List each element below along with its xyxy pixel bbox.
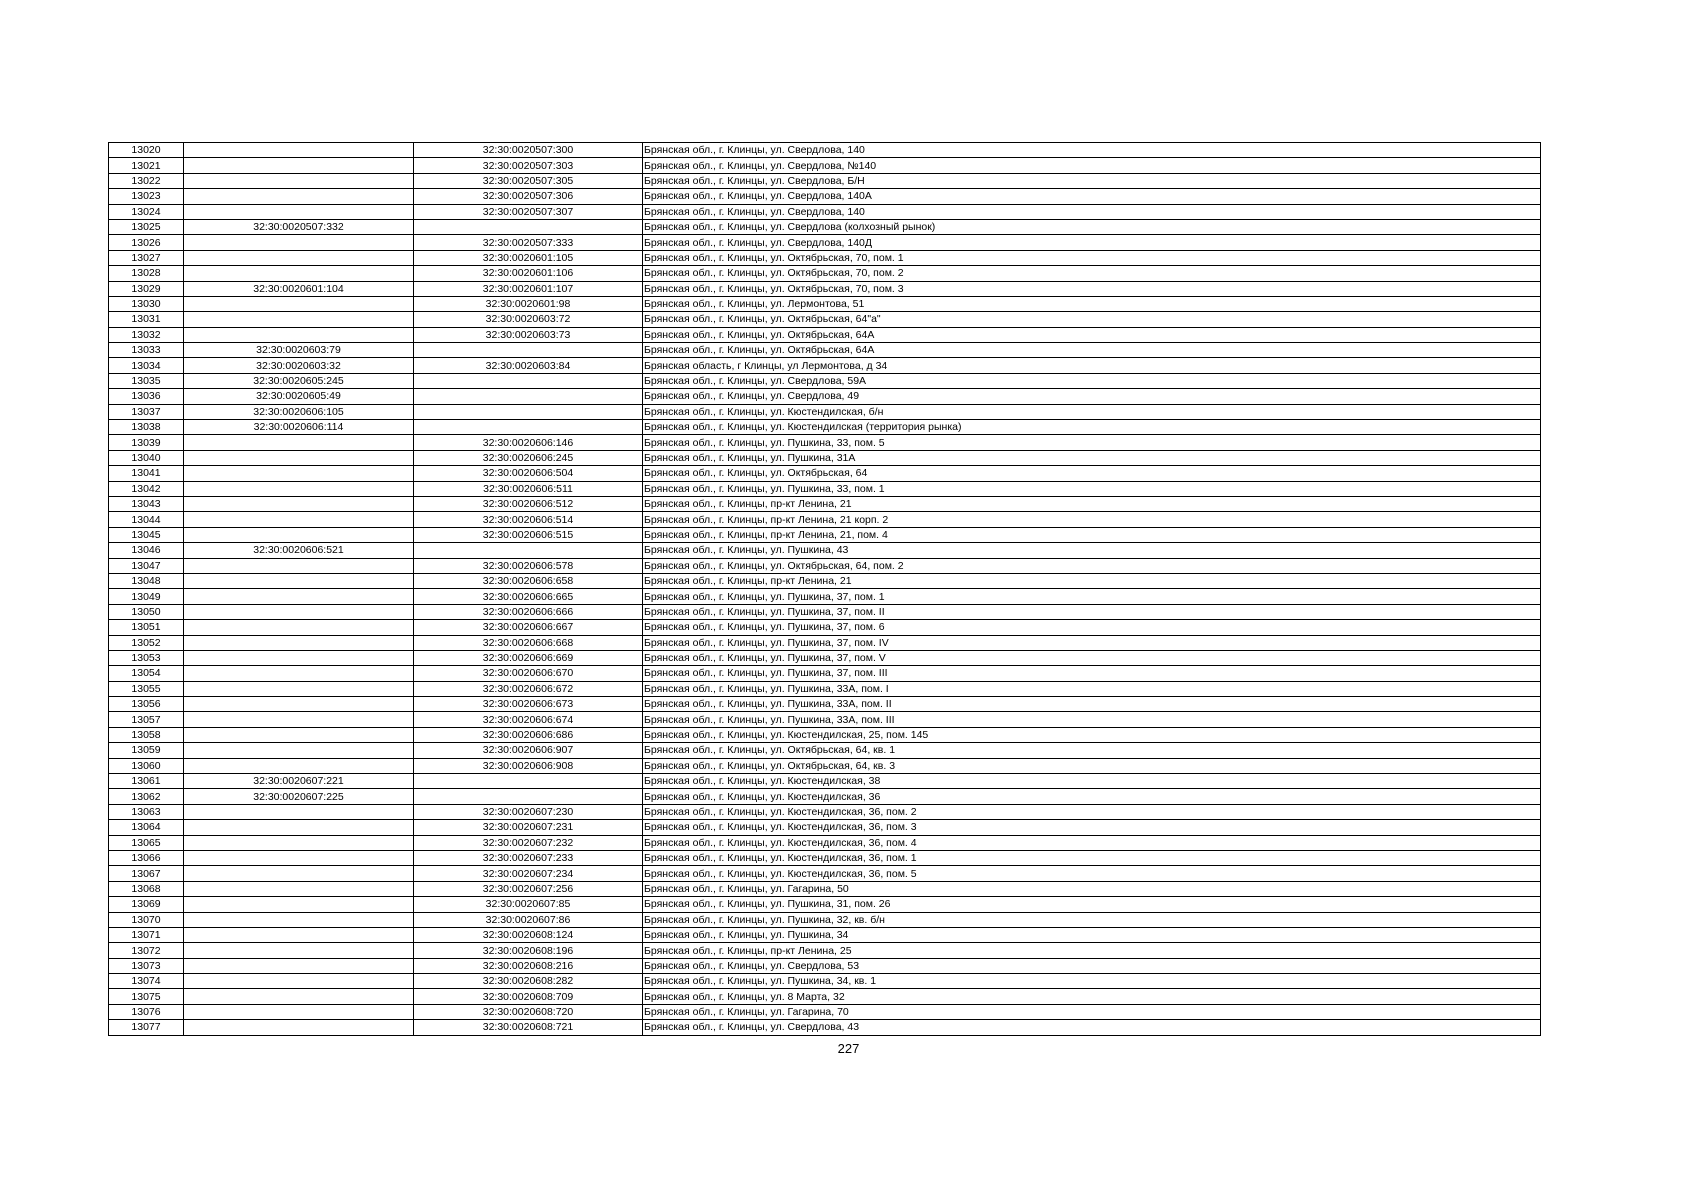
land-cadastral-number-cell — [184, 266, 414, 281]
table-row — [109, 666, 1541, 681]
object-cadastral-number-cell: 32:30:0020606:146 — [414, 435, 643, 450]
address-cell: Брянская обл., г. Клинцы, ул. Кюстендилская, б/н — [643, 404, 1541, 419]
row-number-cell: 13028 — [109, 266, 184, 281]
address-cell: Брянская обл., г. Клинцы, ул. Свердлова, 140 — [643, 204, 1541, 219]
address-cell: Брянская обл., г. Клинцы, ул. Лермонтова, 51 — [643, 296, 1541, 311]
row-number-cell: 13068 — [109, 881, 184, 896]
land-cadastral-number-cell: 32:30:0020605:49 — [184, 389, 414, 404]
land-cadastral-number-cell — [184, 666, 414, 681]
land-cadastral-number-cell — [184, 697, 414, 712]
row-number-cell: 13036 — [109, 389, 184, 404]
row-number-cell: 13022 — [109, 173, 184, 188]
object-cadastral-number-cell: 32:30:0020507:333 — [414, 235, 643, 250]
table-row — [109, 620, 1541, 635]
row-number-cell: 13045 — [109, 527, 184, 542]
object-cadastral-number-cell: 32:30:0020607:256 — [414, 881, 643, 896]
table-row — [109, 897, 1541, 912]
object-cadastral-number-cell: 32:30:0020607:85 — [414, 897, 643, 912]
row-number-cell: 13025 — [109, 219, 184, 234]
row-number-cell: 13060 — [109, 758, 184, 773]
table-row — [109, 450, 1541, 465]
table-row — [109, 250, 1541, 265]
row-number-cell: 13066 — [109, 850, 184, 865]
address-cell: Брянская обл., г. Клинцы, ул. Пушкина, 32, кв. б/н — [643, 912, 1541, 927]
table-row — [109, 989, 1541, 1004]
row-number-cell: 13030 — [109, 296, 184, 311]
table-row — [109, 219, 1541, 234]
row-number-cell: 13055 — [109, 681, 184, 696]
object-cadastral-number-cell: 32:30:0020507:307 — [414, 204, 643, 219]
table-row — [109, 958, 1541, 973]
table-row — [109, 404, 1541, 419]
land-cadastral-number-cell — [184, 804, 414, 819]
object-cadastral-number-cell: 32:30:0020606:245 — [414, 450, 643, 465]
table-row — [109, 681, 1541, 696]
row-number-cell: 13057 — [109, 712, 184, 727]
object-cadastral-number-cell — [414, 373, 643, 388]
table-row — [109, 1020, 1541, 1035]
object-cadastral-number-cell: 32:30:0020606:673 — [414, 697, 643, 712]
address-cell: Брянская обл., г. Клинцы, ул. Кюстендилская, 36, пом. 5 — [643, 866, 1541, 881]
address-cell: Брянская обл., г. Клинцы, ул. Свердлова, 53 — [643, 958, 1541, 973]
address-cell: Брянская обл., г. Клинцы, ул. Пушкина, 33А, пом. II — [643, 697, 1541, 712]
object-cadastral-number-cell: 32:30:0020607:233 — [414, 850, 643, 865]
object-cadastral-number-cell: 32:30:0020606:504 — [414, 466, 643, 481]
land-cadastral-number-cell — [184, 850, 414, 865]
address-cell: Брянская обл., г. Клинцы, ул. Свердлова, 49 — [643, 389, 1541, 404]
row-number-cell: 13061 — [109, 774, 184, 789]
table-row — [109, 804, 1541, 819]
address-cell: Брянская обл., г. Клинцы, ул. Кюстендилская, 36, пом. 1 — [643, 850, 1541, 865]
table-row — [109, 496, 1541, 511]
object-cadastral-number-cell: 32:30:0020606:578 — [414, 558, 643, 573]
address-cell: Брянская обл., г. Клинцы, ул. Пушкина, 37, пом. III — [643, 666, 1541, 681]
row-number-cell: 13029 — [109, 281, 184, 296]
land-cadastral-number-cell — [184, 650, 414, 665]
address-cell: Брянская обл., г. Клинцы, ул. Октябрьская, 64, пом. 2 — [643, 558, 1541, 573]
land-cadastral-number-cell — [184, 589, 414, 604]
land-cadastral-number-cell — [184, 235, 414, 250]
land-cadastral-number-cell — [184, 527, 414, 542]
land-cadastral-number-cell: 32:30:0020607:225 — [184, 789, 414, 804]
table-row — [109, 927, 1541, 942]
row-number-cell: 13020 — [109, 143, 184, 158]
table-row — [109, 850, 1541, 865]
table-row — [109, 881, 1541, 896]
land-cadastral-number-cell — [184, 943, 414, 958]
object-cadastral-number-cell: 32:30:0020607:86 — [414, 912, 643, 927]
address-cell: Брянская обл., г. Клинцы, ул. Свердлова, 59А — [643, 373, 1541, 388]
object-cadastral-number-cell: 32:30:0020606:511 — [414, 481, 643, 496]
table-row — [109, 343, 1541, 358]
address-cell: Брянская обл., г. Клинцы, ул. Пушкина, 37, пом. 1 — [643, 589, 1541, 604]
address-cell: Брянская обл., г. Клинцы, ул. Пушкина, 31, пом. 26 — [643, 897, 1541, 912]
row-number-cell: 13044 — [109, 512, 184, 527]
address-cell: Брянская обл., г. Клинцы, ул. Октябрьская, 64 — [643, 466, 1541, 481]
row-number-cell: 13063 — [109, 804, 184, 819]
row-number-cell: 13064 — [109, 820, 184, 835]
table-row — [109, 158, 1541, 173]
object-cadastral-number-cell: 32:30:0020601:106 — [414, 266, 643, 281]
table-row — [109, 512, 1541, 527]
row-number-cell: 13053 — [109, 650, 184, 665]
object-cadastral-number-cell — [414, 543, 643, 558]
object-cadastral-number-cell: 32:30:0020606:658 — [414, 573, 643, 588]
address-cell: Брянская обл., г. Клинцы, ул. Кюстендилская, 36, пом. 2 — [643, 804, 1541, 819]
table-row — [109, 650, 1541, 665]
address-cell: Брянская обл., г. Клинцы, ул. Кюстендилская, 38 — [643, 774, 1541, 789]
table-row — [109, 389, 1541, 404]
table-row — [109, 727, 1541, 742]
object-cadastral-number-cell: 32:30:0020608:720 — [414, 1004, 643, 1019]
land-cadastral-number-cell — [184, 573, 414, 588]
row-number-cell: 13073 — [109, 958, 184, 973]
address-cell: Брянская обл., г. Клинцы, ул. Кюстендилская, 36 — [643, 789, 1541, 804]
address-cell: Брянская обл., г. Клинцы, ул. Кюстендилская, 36, пом. 4 — [643, 835, 1541, 850]
row-number-cell: 13065 — [109, 835, 184, 850]
object-cadastral-number-cell — [414, 343, 643, 358]
row-number-cell: 13038 — [109, 420, 184, 435]
land-cadastral-number-cell: 32:30:0020606:114 — [184, 420, 414, 435]
land-cadastral-number-cell: 32:30:0020605:245 — [184, 373, 414, 388]
object-cadastral-number-cell: 32:30:0020608:709 — [414, 989, 643, 1004]
table-row — [109, 235, 1541, 250]
object-cadastral-number-cell: 32:30:0020603:73 — [414, 327, 643, 342]
object-cadastral-number-cell: 32:30:0020606:672 — [414, 681, 643, 696]
table-row — [109, 327, 1541, 342]
object-cadastral-number-cell: 32:30:0020606:668 — [414, 635, 643, 650]
object-cadastral-number-cell: 32:30:0020606:515 — [414, 527, 643, 542]
object-cadastral-number-cell: 32:30:0020607:231 — [414, 820, 643, 835]
row-number-cell: 13033 — [109, 343, 184, 358]
row-number-cell: 13031 — [109, 312, 184, 327]
address-cell: Брянская обл., г. Клинцы, ул. Свердлова, 43 — [643, 1020, 1541, 1035]
land-cadastral-number-cell — [184, 204, 414, 219]
address-cell: Брянская обл., г. Клинцы, ул. 8 Марта, 32 — [643, 989, 1541, 1004]
object-cadastral-number-cell: 32:30:0020601:107 — [414, 281, 643, 296]
object-cadastral-number-cell — [414, 404, 643, 419]
land-cadastral-number-cell — [184, 881, 414, 896]
land-cadastral-number-cell — [184, 496, 414, 511]
row-number-cell: 13070 — [109, 912, 184, 927]
table-row — [109, 743, 1541, 758]
object-cadastral-number-cell: 32:30:0020607:234 — [414, 866, 643, 881]
land-cadastral-number-cell — [184, 681, 414, 696]
address-cell: Брянская обл., г. Клинцы, ул. Пушкина, 34, кв. 1 — [643, 974, 1541, 989]
row-number-cell: 13027 — [109, 250, 184, 265]
land-cadastral-number-cell — [184, 897, 414, 912]
land-cadastral-number-cell — [184, 173, 414, 188]
registry-table-body — [109, 143, 1541, 1036]
table-row — [109, 697, 1541, 712]
land-cadastral-number-cell — [184, 604, 414, 619]
address-cell: Брянская обл., г. Клинцы, ул. Свердлова, 140Д — [643, 235, 1541, 250]
table-row — [109, 589, 1541, 604]
table-row — [109, 866, 1541, 881]
row-number-cell: 13069 — [109, 897, 184, 912]
table-row — [109, 543, 1541, 558]
object-cadastral-number-cell: 32:30:0020606:665 — [414, 589, 643, 604]
table-row — [109, 527, 1541, 542]
page-number: 227 — [837, 1041, 860, 1056]
address-cell: Брянская обл., г. Клинцы, ул. Свердлова (колхозный рынок) — [643, 219, 1541, 234]
address-cell: Брянская обл., г. Клинцы, ул. Пушкина, 33, пом. 1 — [643, 481, 1541, 496]
address-cell: Брянская обл., г. Клинцы, ул. Пушкина, 34 — [643, 927, 1541, 942]
table-row — [109, 266, 1541, 281]
address-cell: Брянская обл., г. Клинцы, пр-кт Ленина, 25 — [643, 943, 1541, 958]
land-cadastral-number-cell: 32:30:0020507:332 — [184, 219, 414, 234]
land-cadastral-number-cell: 32:30:0020606:105 — [184, 404, 414, 419]
object-cadastral-number-cell: 32:30:0020507:303 — [414, 158, 643, 173]
table-row — [109, 173, 1541, 188]
address-cell: Брянская обл., г. Клинцы, ул. Пушкина, 37, пом. V — [643, 650, 1541, 665]
row-number-cell: 13072 — [109, 943, 184, 958]
land-cadastral-number-cell — [184, 450, 414, 465]
land-cadastral-number-cell — [184, 912, 414, 927]
row-number-cell: 13062 — [109, 789, 184, 804]
object-cadastral-number-cell — [414, 420, 643, 435]
table-row — [109, 774, 1541, 789]
address-cell: Брянская обл., г. Клинцы, ул. Октябрьская, 64А — [643, 327, 1541, 342]
land-cadastral-number-cell — [184, 466, 414, 481]
table-row — [109, 312, 1541, 327]
row-number-cell: 13049 — [109, 589, 184, 604]
address-cell: Брянская обл., г. Клинцы, ул. Кюстендилская, 25, пом. 145 — [643, 727, 1541, 742]
row-number-cell: 13043 — [109, 496, 184, 511]
land-cadastral-number-cell — [184, 727, 414, 742]
land-cadastral-number-cell — [184, 989, 414, 1004]
object-cadastral-number-cell: 32:30:0020606:667 — [414, 620, 643, 635]
address-cell: Брянская обл., г. Клинцы, ул. Свердлова, Б/Н — [643, 173, 1541, 188]
table-row — [109, 712, 1541, 727]
table-row — [109, 758, 1541, 773]
land-cadastral-number-cell — [184, 958, 414, 973]
row-number-cell: 13023 — [109, 189, 184, 204]
table-row — [109, 189, 1541, 204]
row-number-cell: 13042 — [109, 481, 184, 496]
address-cell: Брянская обл., г. Клинцы, ул. Пушкина, 37, пом. II — [643, 604, 1541, 619]
table-row — [109, 481, 1541, 496]
land-cadastral-number-cell — [184, 143, 414, 158]
land-cadastral-number-cell — [184, 820, 414, 835]
land-cadastral-number-cell — [184, 481, 414, 496]
land-cadastral-number-cell — [184, 558, 414, 573]
land-cadastral-number-cell: 32:30:0020607:221 — [184, 774, 414, 789]
object-cadastral-number-cell: 32:30:0020606:670 — [414, 666, 643, 681]
row-number-cell: 13050 — [109, 604, 184, 619]
land-cadastral-number-cell — [184, 250, 414, 265]
land-cadastral-number-cell — [184, 620, 414, 635]
table-row — [109, 281, 1541, 296]
land-cadastral-number-cell — [184, 758, 414, 773]
object-cadastral-number-cell: 32:30:0020606:514 — [414, 512, 643, 527]
land-cadastral-number-cell — [184, 327, 414, 342]
object-cadastral-number-cell: 32:30:0020601:98 — [414, 296, 643, 311]
row-number-cell: 13075 — [109, 989, 184, 1004]
address-cell: Брянская обл., г. Клинцы, ул. Свердлова, 140А — [643, 189, 1541, 204]
land-cadastral-number-cell — [184, 158, 414, 173]
object-cadastral-number-cell: 32:30:0020606:907 — [414, 743, 643, 758]
object-cadastral-number-cell — [414, 789, 643, 804]
row-number-cell: 13041 — [109, 466, 184, 481]
object-cadastral-number-cell: 32:30:0020608:721 — [414, 1020, 643, 1035]
land-cadastral-number-cell: 32:30:0020603:79 — [184, 343, 414, 358]
land-cadastral-number-cell — [184, 1004, 414, 1019]
table-row — [109, 912, 1541, 927]
address-cell: Брянская обл., г. Клинцы, ул. Октябрьская, 64"а" — [643, 312, 1541, 327]
table-row — [109, 296, 1541, 311]
object-cadastral-number-cell: 32:30:0020507:300 — [414, 143, 643, 158]
address-cell: Брянская обл., г. Клинцы, ул. Октябрьская, 64, кв. 1 — [643, 743, 1541, 758]
address-cell: Брянская обл., г. Клинцы, ул. Пушкина, 31А — [643, 450, 1541, 465]
address-cell: Брянская обл., г. Клинцы, ул. Гагарина, 70 — [643, 1004, 1541, 1019]
address-cell: Брянская обл., г. Клинцы, пр-кт Ленина, 21 — [643, 496, 1541, 511]
row-number-cell: 13021 — [109, 158, 184, 173]
object-cadastral-number-cell: 32:30:0020606:674 — [414, 712, 643, 727]
object-cadastral-number-cell: 32:30:0020601:105 — [414, 250, 643, 265]
address-cell: Брянская обл., г. Клинцы, ул. Пушкина, 33, пом. 5 — [643, 435, 1541, 450]
land-cadastral-number-cell — [184, 974, 414, 989]
table-row — [109, 974, 1541, 989]
object-cadastral-number-cell: 32:30:0020606:908 — [414, 758, 643, 773]
address-cell: Брянская обл., г. Клинцы, ул. Пушкина, 43 — [643, 543, 1541, 558]
table-row — [109, 143, 1541, 158]
table-row — [109, 435, 1541, 450]
address-cell: Брянская обл., г. Клинцы, ул. Октябрьская, 64А — [643, 343, 1541, 358]
table-row — [109, 558, 1541, 573]
table-row — [109, 358, 1541, 373]
land-cadastral-number-cell — [184, 743, 414, 758]
row-number-cell: 13051 — [109, 620, 184, 635]
object-cadastral-number-cell — [414, 219, 643, 234]
address-cell: Брянская обл., г. Клинцы, пр-кт Ленина, 21, пом. 4 — [643, 527, 1541, 542]
row-number-cell: 13077 — [109, 1020, 184, 1035]
address-cell: Брянская обл., г. Клинцы, ул. Октябрьская, 70, пом. 1 — [643, 250, 1541, 265]
address-cell: Брянская обл., г. Клинцы, ул. Пушкина, 33А, пом. I — [643, 681, 1541, 696]
land-cadastral-number-cell — [184, 835, 414, 850]
row-number-cell: 13046 — [109, 543, 184, 558]
table-row — [109, 204, 1541, 219]
address-cell: Брянская обл., г. Клинцы, ул. Пушкина, 37, пом. 6 — [643, 620, 1541, 635]
object-cadastral-number-cell: 32:30:0020603:84 — [414, 358, 643, 373]
address-cell: Брянская обл., г. Клинцы, ул. Свердлова, 140 — [643, 143, 1541, 158]
table-row — [109, 835, 1541, 850]
row-number-cell: 13026 — [109, 235, 184, 250]
row-number-cell: 13048 — [109, 573, 184, 588]
table-row — [109, 943, 1541, 958]
table-row — [109, 820, 1541, 835]
row-number-cell: 13054 — [109, 666, 184, 681]
address-cell: Брянская обл., г. Клинцы, ул. Октябрьская, 64, кв. 3 — [643, 758, 1541, 773]
address-cell: Брянская обл., г. Клинцы, пр-кт Ленина, 21 корп. 2 — [643, 512, 1541, 527]
row-number-cell: 13056 — [109, 697, 184, 712]
object-cadastral-number-cell: 32:30:0020607:230 — [414, 804, 643, 819]
land-cadastral-number-cell — [184, 635, 414, 650]
row-number-cell: 13035 — [109, 373, 184, 388]
address-cell: Брянская обл., г. Клинцы, пр-кт Ленина, 21 — [643, 573, 1541, 588]
land-cadastral-number-cell — [184, 189, 414, 204]
table-row — [109, 466, 1541, 481]
object-cadastral-number-cell: 32:30:0020606:666 — [414, 604, 643, 619]
table-row — [109, 1004, 1541, 1019]
object-cadastral-number-cell: 32:30:0020608:282 — [414, 974, 643, 989]
object-cadastral-number-cell: 32:30:0020507:305 — [414, 173, 643, 188]
land-cadastral-number-cell: 32:30:0020603:32 — [184, 358, 414, 373]
row-number-cell: 13034 — [109, 358, 184, 373]
object-cadastral-number-cell — [414, 774, 643, 789]
object-cadastral-number-cell: 32:30:0020606:669 — [414, 650, 643, 665]
land-cadastral-number-cell — [184, 435, 414, 450]
land-cadastral-number-cell — [184, 927, 414, 942]
land-cadastral-number-cell — [184, 712, 414, 727]
address-cell: Брянская обл., г. Клинцы, ул. Пушкина, 33А, пом. III — [643, 712, 1541, 727]
object-cadastral-number-cell: 32:30:0020603:72 — [414, 312, 643, 327]
row-number-cell: 13037 — [109, 404, 184, 419]
address-cell: Брянская область, г Клинцы, ул Лермонтова, д 34 — [643, 358, 1541, 373]
table-row — [109, 789, 1541, 804]
row-number-cell: 13047 — [109, 558, 184, 573]
object-cadastral-number-cell: 32:30:0020606:512 — [414, 496, 643, 511]
row-number-cell: 13040 — [109, 450, 184, 465]
address-cell: Брянская обл., г. Клинцы, ул. Гагарина, 50 — [643, 881, 1541, 896]
address-cell: Брянская обл., г. Клинцы, ул. Октябрьская, 70, пом. 3 — [643, 281, 1541, 296]
row-number-cell: 13076 — [109, 1004, 184, 1019]
table-row — [109, 373, 1541, 388]
row-number-cell: 13024 — [109, 204, 184, 219]
row-number-cell: 13067 — [109, 866, 184, 881]
address-cell: Брянская обл., г. Клинцы, ул. Октябрьская, 70, пом. 2 — [643, 266, 1541, 281]
land-cadastral-number-cell — [184, 1020, 414, 1035]
registry-table — [108, 142, 1541, 1036]
land-cadastral-number-cell — [184, 312, 414, 327]
object-cadastral-number-cell: 32:30:0020507:306 — [414, 189, 643, 204]
row-number-cell: 13058 — [109, 727, 184, 742]
land-cadastral-number-cell: 32:30:0020601:104 — [184, 281, 414, 296]
object-cadastral-number-cell: 32:30:0020608:216 — [414, 958, 643, 973]
table-row — [109, 635, 1541, 650]
table-row — [109, 420, 1541, 435]
row-number-cell: 13071 — [109, 927, 184, 942]
row-number-cell: 13052 — [109, 635, 184, 650]
land-cadastral-number-cell — [184, 296, 414, 311]
address-cell: Брянская обл., г. Клинцы, ул. Кюстендилская, 36, пом. 3 — [643, 820, 1541, 835]
row-number-cell: 13039 — [109, 435, 184, 450]
address-cell: Брянская обл., г. Клинцы, ул. Пушкина, 37, пом. IV — [643, 635, 1541, 650]
object-cadastral-number-cell: 32:30:0020606:686 — [414, 727, 643, 742]
row-number-cell: 13032 — [109, 327, 184, 342]
land-cadastral-number-cell — [184, 866, 414, 881]
land-cadastral-number-cell — [184, 512, 414, 527]
table-row — [109, 573, 1541, 588]
table-row — [109, 604, 1541, 619]
object-cadastral-number-cell: 32:30:0020608:124 — [414, 927, 643, 942]
address-cell: Брянская обл., г. Клинцы, ул. Свердлова, №140 — [643, 158, 1541, 173]
address-cell: Брянская обл., г. Клинцы, ул. Кюстендилская (территория рынка) — [643, 420, 1541, 435]
object-cadastral-number-cell: 32:30:0020607:232 — [414, 835, 643, 850]
land-cadastral-number-cell: 32:30:0020606:521 — [184, 543, 414, 558]
row-number-cell: 13074 — [109, 974, 184, 989]
object-cadastral-number-cell — [414, 389, 643, 404]
object-cadastral-number-cell: 32:30:0020608:196 — [414, 943, 643, 958]
row-number-cell: 13059 — [109, 743, 184, 758]
